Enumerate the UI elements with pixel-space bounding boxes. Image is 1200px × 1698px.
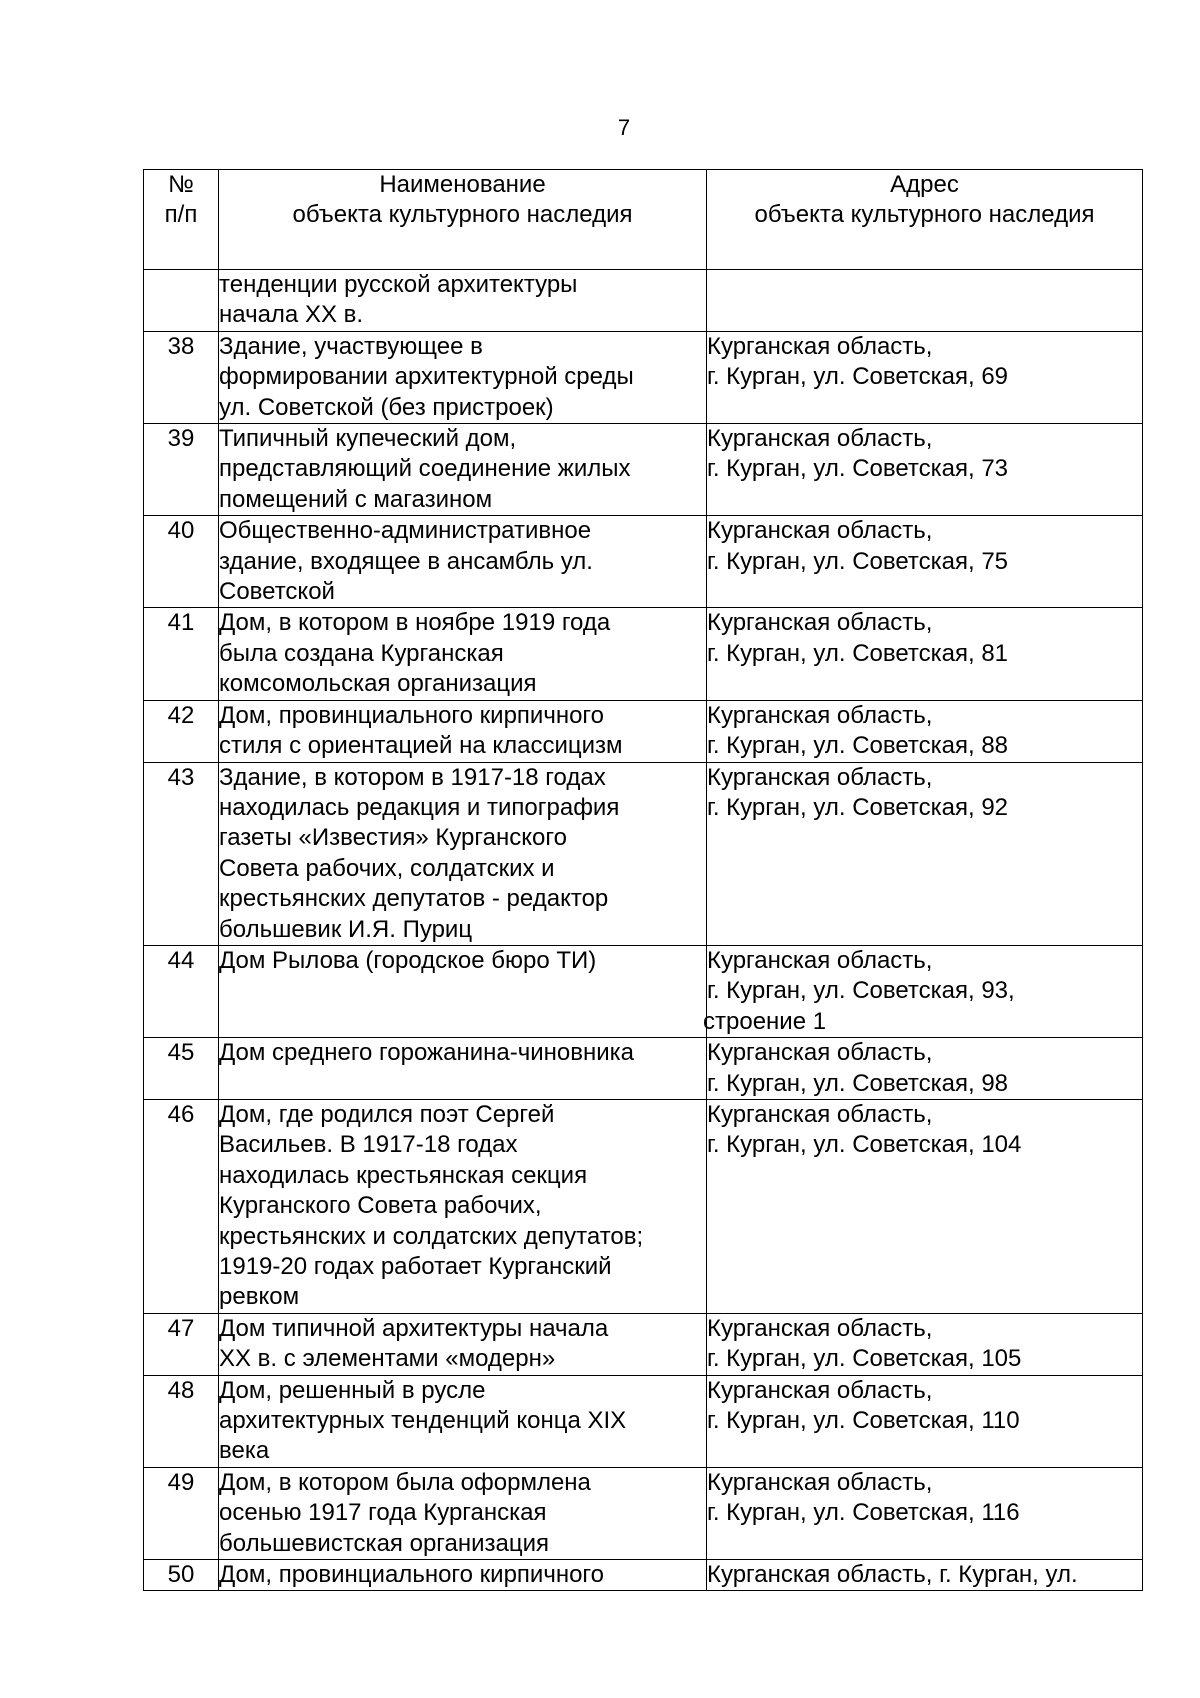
object-name-line: ул. Советской (без пристроек) — [219, 393, 554, 421]
object-address-line: строение 1 — [703, 1007, 827, 1035]
object-address-line: г. Курган, ул. Советская, 81 — [707, 639, 1009, 667]
table-row — [144, 424, 1143, 516]
header-name-line: Наименование — [379, 171, 546, 198]
object-name-line: находилась крестьянская секция — [219, 1161, 588, 1189]
object-name-line: представляющий соединение жилых — [219, 455, 631, 483]
object-address-cell — [707, 424, 1143, 516]
object-name-line: Курганского Совета рабочих, — [219, 1192, 542, 1220]
heritage-objects-table — [143, 169, 1143, 1591]
object-address-cell — [707, 1313, 1143, 1375]
object-name-line: Дом, в котором в ноябре 1919 года — [219, 609, 611, 637]
table-row — [144, 762, 1143, 945]
object-address-line: Курганская область, — [707, 1314, 933, 1342]
object-name-line: помещений с магазином — [219, 485, 493, 513]
header-name-line: объекта культурного наследия — [292, 201, 633, 229]
row-number: 39 — [144, 424, 219, 516]
header-address-line: объекта культурного наследия — [754, 201, 1095, 229]
object-name-cell — [219, 945, 707, 1037]
object-address-line: Курганская область, — [707, 1100, 933, 1128]
row-number: 46 — [144, 1099, 219, 1313]
object-name-line: Здание, в котором в 1917-18 годах — [219, 763, 606, 791]
object-name-line: века — [219, 1437, 270, 1465]
object-address-line: Курганская область, — [707, 517, 933, 545]
table-row — [144, 270, 1143, 332]
object-name-line: Дом Рылова (городское бюро ТИ) — [219, 946, 597, 974]
object-address-line: г. Курган, ул. Советская, 116 — [707, 1499, 1020, 1527]
object-name-cell — [219, 700, 707, 762]
object-address-cell — [707, 1099, 1143, 1313]
object-address-line: Курганская область, — [707, 763, 933, 791]
object-name-cell — [219, 1375, 707, 1467]
row-number: 45 — [144, 1038, 219, 1100]
object-address-line: г. Курган, ул. Советская, 69 — [707, 363, 1009, 391]
object-name-line: Дом, где родился поэт Сергей — [219, 1100, 555, 1128]
object-address-cell — [707, 1038, 1143, 1100]
object-address-cell — [707, 1560, 1143, 1591]
object-address-line: Курганская область, — [707, 609, 933, 637]
object-name-line: была создана Курганская — [219, 639, 504, 667]
object-name-line: Советской — [219, 578, 335, 606]
header-address — [707, 170, 1143, 270]
row-number: 44 — [144, 945, 219, 1037]
object-name-line: начала XX в. — [219, 301, 364, 329]
row-number: 48 — [144, 1375, 219, 1467]
object-name-line: газеты «Известия» Курганского — [219, 824, 567, 852]
table-row — [144, 1375, 1143, 1467]
object-name-line: Общественно-административное — [219, 517, 592, 545]
object-address-line: г. Курган, ул. Советская, 92 — [707, 793, 1009, 821]
object-name-line: Дом, провинциального кирпичного — [219, 1561, 604, 1589]
object-name-line: крестьянских и солдатских депутатов; — [219, 1222, 644, 1250]
object-address-line: г. Курган, ул. Советская, 104 — [707, 1131, 1022, 1159]
object-address-line: Курганская область, — [707, 332, 933, 360]
row-number: 42 — [144, 700, 219, 762]
object-address-line: Курганская область, — [707, 425, 933, 453]
row-number: 40 — [144, 516, 219, 608]
object-name-line: осенью 1917 года Курганская — [219, 1499, 547, 1527]
object-address-line: г. Курган, ул. Советская, 75 — [707, 547, 1009, 575]
object-address-line: г. Курган, ул. Советская, 98 — [707, 1069, 1009, 1097]
table-row — [144, 1038, 1143, 1100]
object-name-cell — [219, 1313, 707, 1375]
object-address-cell — [707, 608, 1143, 700]
table-row — [144, 1313, 1143, 1375]
object-name-cell — [219, 1560, 707, 1591]
row-number: 50 — [144, 1560, 219, 1591]
object-name-line: 1919-20 годах работает Курганский — [219, 1253, 612, 1280]
object-name-line: ревком — [219, 1283, 300, 1311]
object-address-line: г. Курган, ул. Советская, 73 — [707, 455, 1009, 483]
object-address-cell — [707, 1375, 1143, 1467]
object-address-cell — [707, 762, 1143, 945]
object-address-line: Курганская область, — [707, 701, 933, 729]
object-name-cell — [219, 516, 707, 608]
object-name-line: тенденции русской архитектуры — [219, 271, 578, 298]
table-row — [144, 945, 1143, 1037]
object-address-line: Курганская область, г. Курган, ул. — [707, 1561, 1078, 1589]
row-number: 49 — [144, 1467, 219, 1559]
object-name-line: Дом среднего горожанина-чиновника — [219, 1039, 635, 1067]
object-name-line: стиля с ориентацией на классицизм — [219, 732, 623, 760]
object-name-line: Совета рабочих, солдатских и — [219, 854, 555, 882]
table-row — [144, 608, 1143, 700]
object-name-line: Типичный купеческий дом, — [219, 425, 517, 453]
row-number: 41 — [144, 608, 219, 700]
object-address-line: г. Курган, ул. Советская, 93, — [707, 977, 1015, 1005]
table-row — [144, 1099, 1143, 1313]
object-name-line: Здание, участвующее в — [219, 332, 483, 360]
object-name-line: Васильев. В 1917-18 годах — [219, 1131, 518, 1159]
object-address-line: Курганская область, — [707, 1468, 933, 1496]
table-row — [144, 1467, 1143, 1559]
object-address-cell — [707, 270, 1143, 332]
header-number-line: № — [168, 171, 194, 198]
object-address-line: Курганская область, — [707, 1376, 933, 1404]
object-address-line: г. Курган, ул. Советская, 110 — [707, 1407, 1020, 1435]
table-row — [144, 331, 1143, 423]
object-address-cell — [707, 1467, 1143, 1559]
object-name-line: большевистская организация — [219, 1529, 550, 1557]
object-name-cell — [219, 331, 707, 423]
object-address-cell — [703, 945, 1143, 1037]
object-name-cell — [219, 608, 707, 700]
object-name-line: большевик И.Я. Пуриц — [219, 915, 473, 943]
row-number — [144, 270, 219, 332]
object-name-cell — [219, 1038, 707, 1100]
header-number — [144, 170, 219, 270]
object-name-line: архитектурных тенденций конца XIX — [219, 1407, 627, 1435]
object-name-cell — [219, 1099, 707, 1313]
object-address-line: Курганская область, — [707, 946, 933, 974]
object-name-cell — [219, 424, 707, 516]
object-address-line: Курганская область, — [707, 1039, 933, 1067]
object-address-cell — [707, 516, 1143, 608]
page-number: 7 — [617, 115, 631, 140]
object-name-line: находилась редакция и типография — [219, 793, 620, 821]
object-name-line: Дом, в котором была оформлена — [219, 1468, 591, 1496]
row-number: 47 — [144, 1313, 219, 1375]
row-number: 38 — [144, 331, 219, 423]
object-address-line: г. Курган, ул. Советская, 88 — [707, 732, 1009, 760]
object-name-line: комсомольская организация — [219, 670, 537, 698]
object-address-cell — [707, 700, 1143, 762]
object-address-cell — [707, 331, 1143, 423]
object-name-line: здание, входящее в ансамбль ул. — [219, 547, 593, 575]
header-number-line: п/п — [164, 201, 198, 229]
object-name-cell — [219, 1467, 707, 1559]
object-name-line: XX в. с элементами «модерн» — [219, 1345, 556, 1373]
object-name-line: Дом типичной архитектуры начала — [219, 1314, 609, 1342]
header-address-line: Адрес — [890, 171, 959, 198]
header-name — [219, 170, 707, 270]
object-name-line: крестьянских депутатов - редактор — [219, 885, 609, 913]
object-address-line: г. Курган, ул. Советская, 105 — [707, 1345, 1022, 1373]
object-name-cell — [219, 270, 707, 332]
table-row — [144, 516, 1143, 608]
table-row — [144, 700, 1143, 762]
row-number: 43 — [144, 762, 219, 945]
object-name-cell — [219, 762, 707, 945]
table-body — [144, 270, 1143, 1591]
object-name-line: Дом, решенный в русле — [219, 1376, 486, 1404]
table-header-row — [144, 170, 1143, 270]
table-row — [144, 1560, 1143, 1591]
object-name-line: Дом, провинциального кирпичного — [219, 701, 604, 729]
object-name-line: формировании архитектурной среды — [219, 363, 634, 391]
